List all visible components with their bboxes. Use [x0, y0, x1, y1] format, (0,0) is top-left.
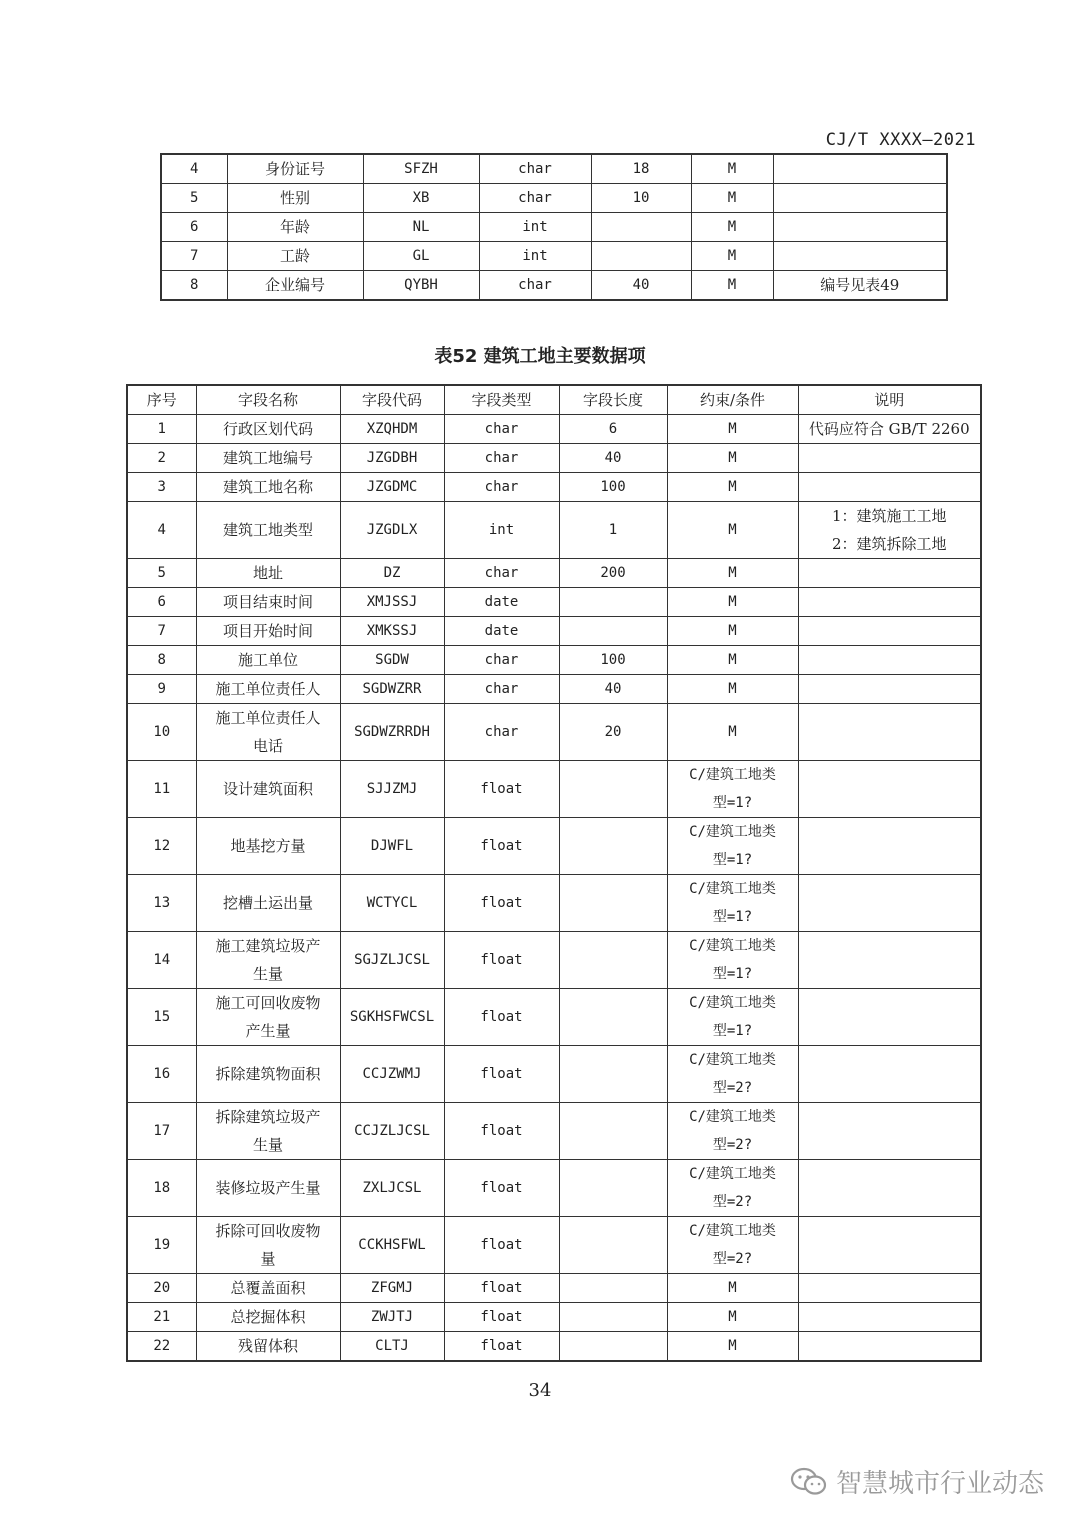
table-row: [127, 588, 981, 617]
cell-no: 10: [127, 704, 196, 761]
cell-note: [798, 559, 981, 588]
cell-type: float: [444, 1217, 559, 1274]
cell-length: [559, 1217, 667, 1274]
cell-constraint: M: [691, 242, 773, 271]
cell-name: 设计建筑面积: [196, 761, 340, 818]
table-row: [127, 818, 981, 875]
cell-length: 40: [559, 444, 667, 473]
page-number: 34: [528, 1380, 552, 1401]
cell-constraint: M: [667, 1303, 798, 1332]
cell-code: XMJSSJ: [340, 588, 444, 617]
cell-type: char: [444, 473, 559, 502]
cell-code: SGKHSFWCSL: [340, 989, 444, 1046]
table-row: [127, 646, 981, 675]
cell-note: [798, 588, 981, 617]
cell-constraint: M: [667, 415, 798, 444]
cell-no: 18: [127, 1160, 196, 1217]
table-row: [127, 1046, 981, 1103]
cell-constraint: M: [667, 559, 798, 588]
cell-length: 100: [559, 646, 667, 675]
cell-type: float: [444, 818, 559, 875]
cell-code: ZXLJCSL: [340, 1160, 444, 1217]
cell-constraint: M: [667, 617, 798, 646]
cell-length: [559, 932, 667, 989]
table-52-caption: 表52 建筑工地主要数据项: [434, 346, 646, 367]
cell-constraint: C/建筑工地类 型=2?: [667, 1103, 798, 1160]
table-row: [127, 1217, 981, 1274]
cell-name: 地址: [196, 559, 340, 588]
cell-name: 装修垃圾产生量: [196, 1160, 340, 1217]
cell-name: 建筑工地类型: [196, 502, 340, 559]
cell-note: [798, 617, 981, 646]
cell-name: 性别: [227, 184, 363, 213]
cell-name: 施工建筑垃圾产 生量: [196, 932, 340, 989]
cell-constraint: M: [667, 473, 798, 502]
cell-note: [798, 675, 981, 704]
cell-note: [798, 761, 981, 818]
header-cell-note: 说明: [798, 385, 981, 415]
table-row: [127, 761, 981, 818]
table-row: [127, 415, 981, 444]
cell-length: [559, 1303, 667, 1332]
header-cell-no: 序号: [127, 385, 196, 415]
cell-note: [798, 444, 981, 473]
cell-no: 11: [127, 761, 196, 818]
cell-constraint: M: [667, 502, 798, 559]
table-row: [127, 704, 981, 761]
cell-length: [559, 617, 667, 646]
cell-name: 施工可回收废物 产生量: [196, 989, 340, 1046]
cell-name: 项目开始时间: [196, 617, 340, 646]
cell-no: 21: [127, 1303, 196, 1332]
cell-type: char: [444, 444, 559, 473]
cell-code: GL: [363, 242, 479, 271]
cell-type: float: [444, 875, 559, 932]
cell-type: float: [444, 761, 559, 818]
cell-length: [591, 213, 691, 242]
cell-type: float: [444, 1160, 559, 1217]
cell-constraint: C/建筑工地类 型=1?: [667, 818, 798, 875]
cell-code: JZGDLX: [340, 502, 444, 559]
cell-note: [798, 1303, 981, 1332]
table-row: [127, 1303, 981, 1332]
cell-length: [559, 1046, 667, 1103]
cell-constraint: C/建筑工地类 型=1?: [667, 989, 798, 1046]
cell-no: 9: [127, 675, 196, 704]
header-cell-code: 字段代码: [340, 385, 444, 415]
cell-type: char: [479, 271, 591, 301]
cell-no: 5: [161, 184, 227, 213]
cell-constraint: C/建筑工地类 型=1?: [667, 875, 798, 932]
cell-code: JZGDMC: [340, 473, 444, 502]
cell-type: int: [479, 213, 591, 242]
cell-note: [798, 704, 981, 761]
cell-length: [559, 1332, 667, 1362]
cell-type: int: [479, 242, 591, 271]
table-row: [127, 444, 981, 473]
table-row: [127, 1103, 981, 1160]
cell-code: DZ: [340, 559, 444, 588]
cell-length: 100: [559, 473, 667, 502]
table-row: [161, 154, 947, 184]
table-52: [126, 384, 982, 1362]
cell-note: [798, 1103, 981, 1160]
cell-length: 10: [591, 184, 691, 213]
cell-note: 1：建筑施工工地 2：建筑拆除工地: [798, 502, 981, 559]
cell-code: CCJZWMJ: [340, 1046, 444, 1103]
cell-length: [559, 875, 667, 932]
cell-note: [773, 213, 947, 242]
cell-no: 20: [127, 1274, 196, 1303]
header-cell-length: 字段长度: [559, 385, 667, 415]
cell-type: float: [444, 1046, 559, 1103]
cell-type: float: [444, 1332, 559, 1362]
cell-note: [798, 1332, 981, 1362]
cell-constraint: M: [667, 444, 798, 473]
cell-type: char: [444, 675, 559, 704]
cell-note: 代码应符合 GB/T 2260: [798, 415, 981, 444]
cell-constraint: M: [667, 588, 798, 617]
cell-type: float: [444, 932, 559, 989]
wechat-icon: [790, 1466, 828, 1498]
cell-constraint: M: [667, 675, 798, 704]
cell-name: 残留体积: [196, 1332, 340, 1362]
cell-length: 18: [591, 154, 691, 184]
cell-length: [559, 1274, 667, 1303]
cell-type: char: [479, 184, 591, 213]
cell-code: ZFGMJ: [340, 1274, 444, 1303]
cell-no: 6: [127, 588, 196, 617]
cell-note: [798, 932, 981, 989]
cell-no: 8: [127, 646, 196, 675]
cell-code: CCJZLJCSL: [340, 1103, 444, 1160]
cell-note: [798, 1274, 981, 1303]
header-cell-name: 字段名称: [196, 385, 340, 415]
cell-no: 3: [127, 473, 196, 502]
cell-code: WCTYCL: [340, 875, 444, 932]
header-cell-type: 字段类型: [444, 385, 559, 415]
table-row: [161, 242, 947, 271]
cell-code: JZGDBH: [340, 444, 444, 473]
cell-no: 2: [127, 444, 196, 473]
cell-length: [559, 1103, 667, 1160]
cell-name: 挖槽土运出量: [196, 875, 340, 932]
header-cell-constraint: 约束/条件: [667, 385, 798, 415]
cell-type: char: [444, 646, 559, 675]
cell-type: char: [479, 154, 591, 184]
cell-type: float: [444, 1103, 559, 1160]
cell-type: float: [444, 989, 559, 1046]
cell-length: [559, 761, 667, 818]
table-row: [127, 1274, 981, 1303]
cell-constraint: M: [667, 646, 798, 675]
cell-note: [798, 989, 981, 1046]
cell-no: 4: [161, 154, 227, 184]
table-row: [127, 1332, 981, 1362]
table-row: [127, 989, 981, 1046]
cell-no: 8: [161, 271, 227, 301]
cell-note: [798, 1046, 981, 1103]
cell-note: [773, 154, 947, 184]
cell-name: 总覆盖面积: [196, 1274, 340, 1303]
cell-name: 总挖掘体积: [196, 1303, 340, 1332]
cell-name: 身份证号: [227, 154, 363, 184]
cell-note: [773, 184, 947, 213]
cell-constraint: M: [667, 1332, 798, 1362]
cell-no: 1: [127, 415, 196, 444]
cell-name: 建筑工地名称: [196, 473, 340, 502]
cell-constraint: M: [667, 1274, 798, 1303]
table-row: [161, 271, 947, 301]
table-row: [127, 559, 981, 588]
cell-no: 5: [127, 559, 196, 588]
cell-no: 22: [127, 1332, 196, 1362]
cell-no: 6: [161, 213, 227, 242]
cell-code: XZQHDM: [340, 415, 444, 444]
cell-length: 1: [559, 502, 667, 559]
cell-constraint: C/建筑工地类 型=2?: [667, 1046, 798, 1103]
cell-code: CCKHSFWL: [340, 1217, 444, 1274]
cell-constraint: M: [691, 154, 773, 184]
cell-length: [559, 1160, 667, 1217]
table-row: [127, 502, 981, 559]
cell-constraint: M: [691, 213, 773, 242]
table-header-row: [127, 385, 981, 415]
cell-no: 16: [127, 1046, 196, 1103]
cell-note: [798, 875, 981, 932]
table-row: [127, 875, 981, 932]
cell-name: 施工单位责任人 电话: [196, 704, 340, 761]
cell-constraint: C/建筑工地类 型=2?: [667, 1160, 798, 1217]
cell-length: 40: [591, 271, 691, 301]
cell-code: SJJZMJ: [340, 761, 444, 818]
cell-length: 40: [559, 675, 667, 704]
cell-constraint: M: [691, 184, 773, 213]
watermark-text: 智慧城市行业动态: [835, 1469, 1044, 1499]
cell-code: SFZH: [363, 154, 479, 184]
cell-name: 项目结束时间: [196, 588, 340, 617]
cell-type: char: [444, 704, 559, 761]
cell-no: 15: [127, 989, 196, 1046]
cell-note: [773, 242, 947, 271]
cell-code: XMKSSJ: [340, 617, 444, 646]
cell-code: CLTJ: [340, 1332, 444, 1362]
cell-length: 200: [559, 559, 667, 588]
cell-no: 7: [127, 617, 196, 646]
table-row: [127, 1160, 981, 1217]
table-row: [161, 184, 947, 213]
cell-length: [559, 818, 667, 875]
cell-type: date: [444, 617, 559, 646]
cell-type: char: [444, 559, 559, 588]
table-row: [127, 473, 981, 502]
cell-name: 行政区划代码: [196, 415, 340, 444]
cell-code: SGJZLJCSL: [340, 932, 444, 989]
watermark: [790, 1463, 1044, 1500]
cell-no: 12: [127, 818, 196, 875]
cell-code: XB: [363, 184, 479, 213]
cell-note: [798, 818, 981, 875]
cell-name: 拆除建筑物面积: [196, 1046, 340, 1103]
cell-code: SGDW: [340, 646, 444, 675]
cell-code: DJWFL: [340, 818, 444, 875]
cell-name: 地基挖方量: [196, 818, 340, 875]
cell-type: float: [444, 1274, 559, 1303]
cell-code: SGDWZRR: [340, 675, 444, 704]
cell-constraint: M: [691, 271, 773, 301]
cell-constraint: M: [667, 704, 798, 761]
cell-name: 工龄: [227, 242, 363, 271]
cell-code: SGDWZRRDH: [340, 704, 444, 761]
cell-constraint: C/建筑工地类 型=1?: [667, 932, 798, 989]
cell-no: 19: [127, 1217, 196, 1274]
cell-name: 施工单位责任人: [196, 675, 340, 704]
cell-name: 拆除可回收废物 量: [196, 1217, 340, 1274]
cell-note: [798, 1217, 981, 1274]
cell-type: float: [444, 1303, 559, 1332]
cell-code: QYBH: [363, 271, 479, 301]
cell-type: char: [444, 415, 559, 444]
cell-name: 拆除建筑垃圾产 生量: [196, 1103, 340, 1160]
cell-no: 14: [127, 932, 196, 989]
cell-note: [798, 646, 981, 675]
cell-no: 17: [127, 1103, 196, 1160]
cell-type: int: [444, 502, 559, 559]
table-row: [127, 675, 981, 704]
cell-length: [559, 989, 667, 1046]
cell-no: 4: [127, 502, 196, 559]
cell-length: 6: [559, 415, 667, 444]
cell-length: [591, 242, 691, 271]
cell-note: [798, 473, 981, 502]
cell-code: NL: [363, 213, 479, 242]
cell-note: 编号见表49: [773, 271, 947, 301]
table-row: [127, 932, 981, 989]
table-row: [161, 213, 947, 242]
cell-constraint: C/建筑工地类 型=1?: [667, 761, 798, 818]
cell-no: 7: [161, 242, 227, 271]
table-51-continued: [160, 153, 948, 301]
cell-name: 施工单位: [196, 646, 340, 675]
cell-note: [798, 1160, 981, 1217]
cell-constraint: C/建筑工地类 型=2?: [667, 1217, 798, 1274]
standard-code: CJ/T XXXX—2021: [825, 130, 976, 150]
cell-name: 建筑工地编号: [196, 444, 340, 473]
cell-length: 20: [559, 704, 667, 761]
table-row: [127, 617, 981, 646]
cell-no: 13: [127, 875, 196, 932]
cell-name: 企业编号: [227, 271, 363, 301]
cell-code: ZWJTJ: [340, 1303, 444, 1332]
cell-type: date: [444, 588, 559, 617]
cell-name: 年龄: [227, 213, 363, 242]
cell-length: [559, 588, 667, 617]
